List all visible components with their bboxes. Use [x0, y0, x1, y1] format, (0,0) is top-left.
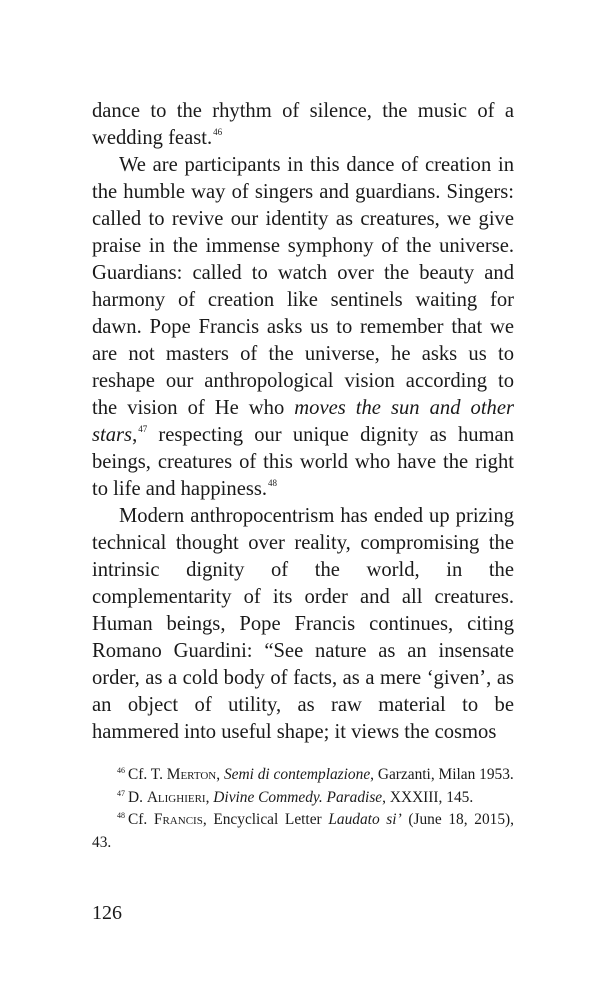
- footnote-48: $^{48}$ Cf. Francis, Encyclical Letter Laudato si’ (June 18, 2015), 43.: [92, 811, 515, 851]
- paragraph-3: Modern anthropocentrism has ended up prizing technical thought over reality, compromising the intrinsic dignity of the world, in the complementarity of its order and all creatures. Human beings, Pope Francis continues, citing Romano Guardini: “See nature as an insensate order, as a cold body of facts, as a mere ‘given’, as an object of utility, as raw material to be hammered into useful shape; it views the cosmos: [92, 505, 514, 743]
- paragraph-2: We are participants in this dance of creation in the humble way of singers and guardians. Singers: called to revive our identity as creatures, we give praise in the immense symphony of the universe. Guardians: called to watch over the beauty and harmony of creation like sentinels waiting for dawn. Pope Francis asks us to remember that we are not masters of the universe, he asks us to reshape our anthropological vision according to the vision of He who moves the sun and other stars,$^{47}$ respecting our unique dignity as human beings, creatures of this world who have the right to life and happiness.$^{48}$: [92, 154, 515, 500]
- footnotes: [92, 764, 514, 854]
- footnote-ref-47[interactable]: 47: [138, 424, 148, 434]
- footnote-47: $^{47}$ D. Alighieri, Divine Commedy. Paradise, XXXIII, 145.: [117, 788, 474, 806]
- footnote-ref-48[interactable]: 48: [268, 478, 278, 488]
- footnote-ref-46[interactable]: 46: [213, 127, 223, 137]
- dante-quote: moves the sun and other stars: [92, 397, 515, 446]
- main-text: [92, 98, 514, 746]
- page-body: [92, 98, 514, 746]
- page-number: 126: [92, 902, 122, 924]
- paragraph-1: dance to the rhythm of silence, the music of a wedding feast.$^{46}$: [92, 100, 514, 149]
- footnote-46: $^{46}$ Cf. T. Merton, Semi di contemplazione, Garzanti, Milan 1953.: [117, 766, 514, 783]
